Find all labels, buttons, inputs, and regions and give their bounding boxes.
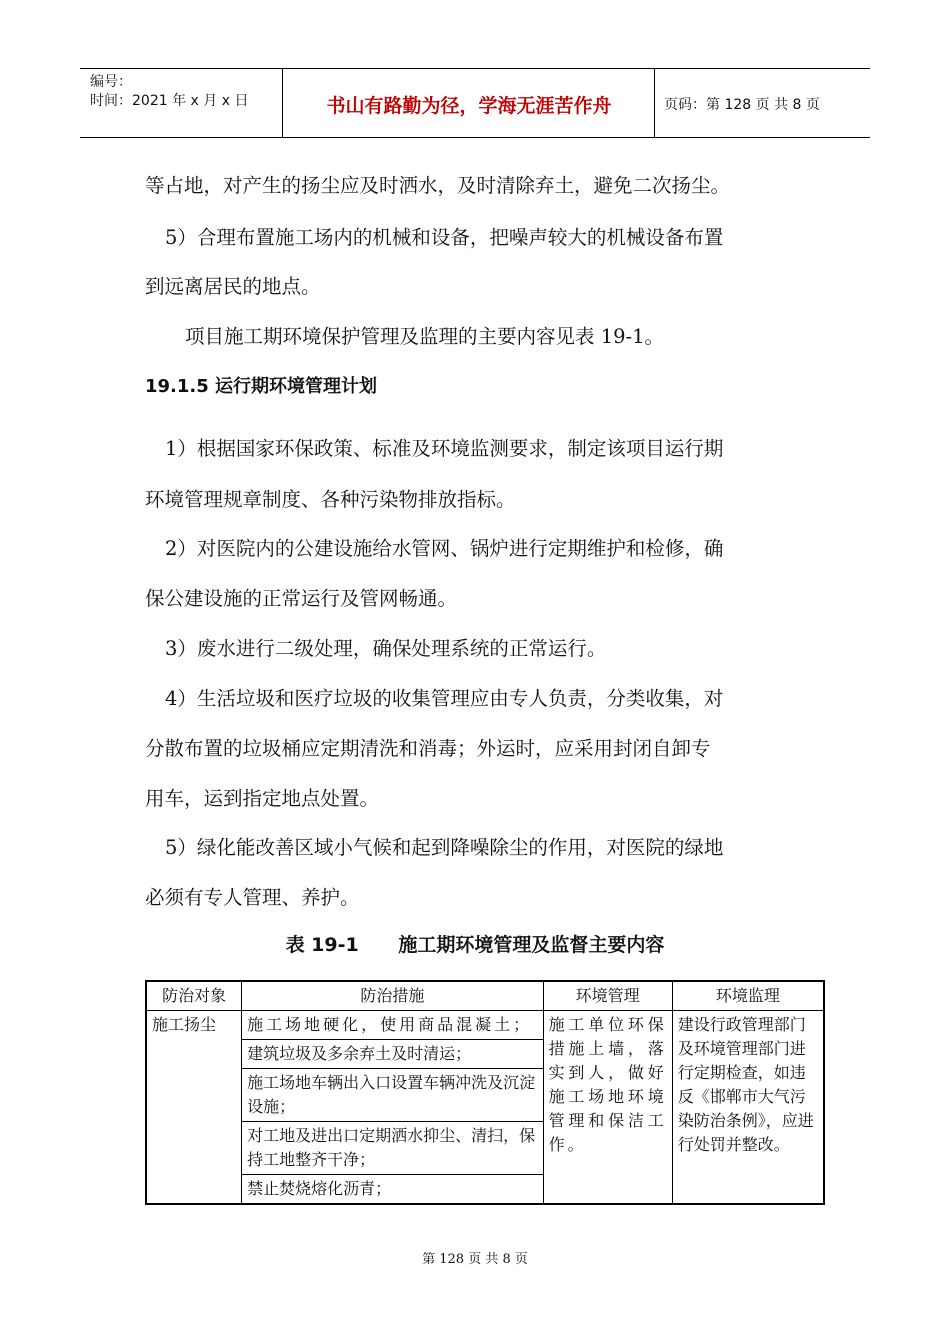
paragraph-line: 5）绿化能改善区域小气候和起到降噪除尘的作用，对医院的绿地 [165, 836, 724, 859]
paragraph-line: 到远离居民的地点。 [145, 275, 321, 298]
header-meta [90, 73, 248, 111]
table-cell-supervision: 建设行政管理部门及环境管理部门进行定期检查，如违反《邯郸市大气污染防治条例》，应进行处罚并整改。 [672, 1011, 824, 1205]
page-header [80, 68, 870, 138]
paragraph-line: 1）根据国家环保政策、标准及环境监测要求，制定该项目运行期 [165, 437, 724, 460]
page-footer: 第 128 页 共 8 页 [422, 1252, 528, 1267]
table-cell-object: 施工扬尘 [146, 1011, 242, 1205]
paragraph-line: 5）合理布置施工场内的机械和设备，把噪声较大的机械设备布置 [165, 226, 724, 249]
table-caption: 表 19-1 施工期环境管理及监督主要内容 [285, 934, 665, 956]
paragraph-line: 用车，运到指定地点处置。 [145, 787, 380, 810]
table-row [146, 1011, 824, 1040]
column-header: 环境监理 [672, 981, 824, 1011]
time-label: 时间：2021 年 x 月 x 日 [90, 93, 249, 109]
paragraph-line: 保公建设施的正常运行及管网畅通。 [145, 587, 458, 610]
paragraph-line: 分散布置的垃圾桶应定期清洗和消毒；外运时，应采用封闭自卸专 [145, 737, 711, 760]
paragraph-line: 等占地，对产生的扬尘应及时洒水，及时清除弃土，避免二次扬尘。 [145, 174, 731, 197]
paragraph-line: 4）生活垃圾和医疗垃圾的收集管理应由专人负责，分类收集，对 [165, 687, 724, 710]
serial-label: 编号： [90, 74, 132, 90]
table-cell-measure: 施工场地硬化，使用商品混凝土； [242, 1011, 543, 1040]
column-header: 防治对象 [146, 981, 242, 1011]
paragraph-line: 3）废水进行二级处理，确保处理系统的正常运行。 [165, 637, 607, 660]
table-cell-management: 施工单位环保措施上墙，落实到人，做好施工场地环境管理和保洁工作。 [543, 1011, 672, 1205]
table-cell-measure: 施工场地车辆出入口设置车辆冲洗及沉淀设施； [242, 1069, 543, 1122]
header-divider [282, 69, 283, 137]
header-page-info: 页码：第 128 页 共 8 页 [664, 97, 820, 113]
table-cell-measure: 对工地及进出口定期洒水抑尘、清扫，保持工地整齐干净； [242, 1122, 543, 1175]
section-heading: 19.1.5 运行期环境管理计划 [145, 376, 378, 397]
table-cell-measure: 禁止焚烧熔化沥青； [242, 1175, 543, 1205]
paragraph-line: 环境管理规章制度、各种污染物排放指标。 [145, 488, 516, 511]
table-header-row [146, 981, 824, 1011]
column-header: 防治措施 [242, 981, 543, 1011]
paragraph-line: 2）对医院内的公建设施给水管网、锅炉进行定期维护和检修，确 [165, 537, 724, 560]
paragraph-line: 项目施工期环境保护管理及监理的主要内容见表 19-1。 [185, 325, 665, 348]
paragraph-line: 必须有专人管理、养护。 [145, 886, 360, 909]
header-motto: 书山有路勤为径，学海无涯苦作舟 [326, 95, 612, 117]
header-divider [654, 69, 655, 137]
measures-table [145, 980, 825, 1205]
column-header: 环境管理 [543, 981, 672, 1011]
table-cell-measure: 建筑垃圾及多余弃土及时清运； [242, 1040, 543, 1069]
